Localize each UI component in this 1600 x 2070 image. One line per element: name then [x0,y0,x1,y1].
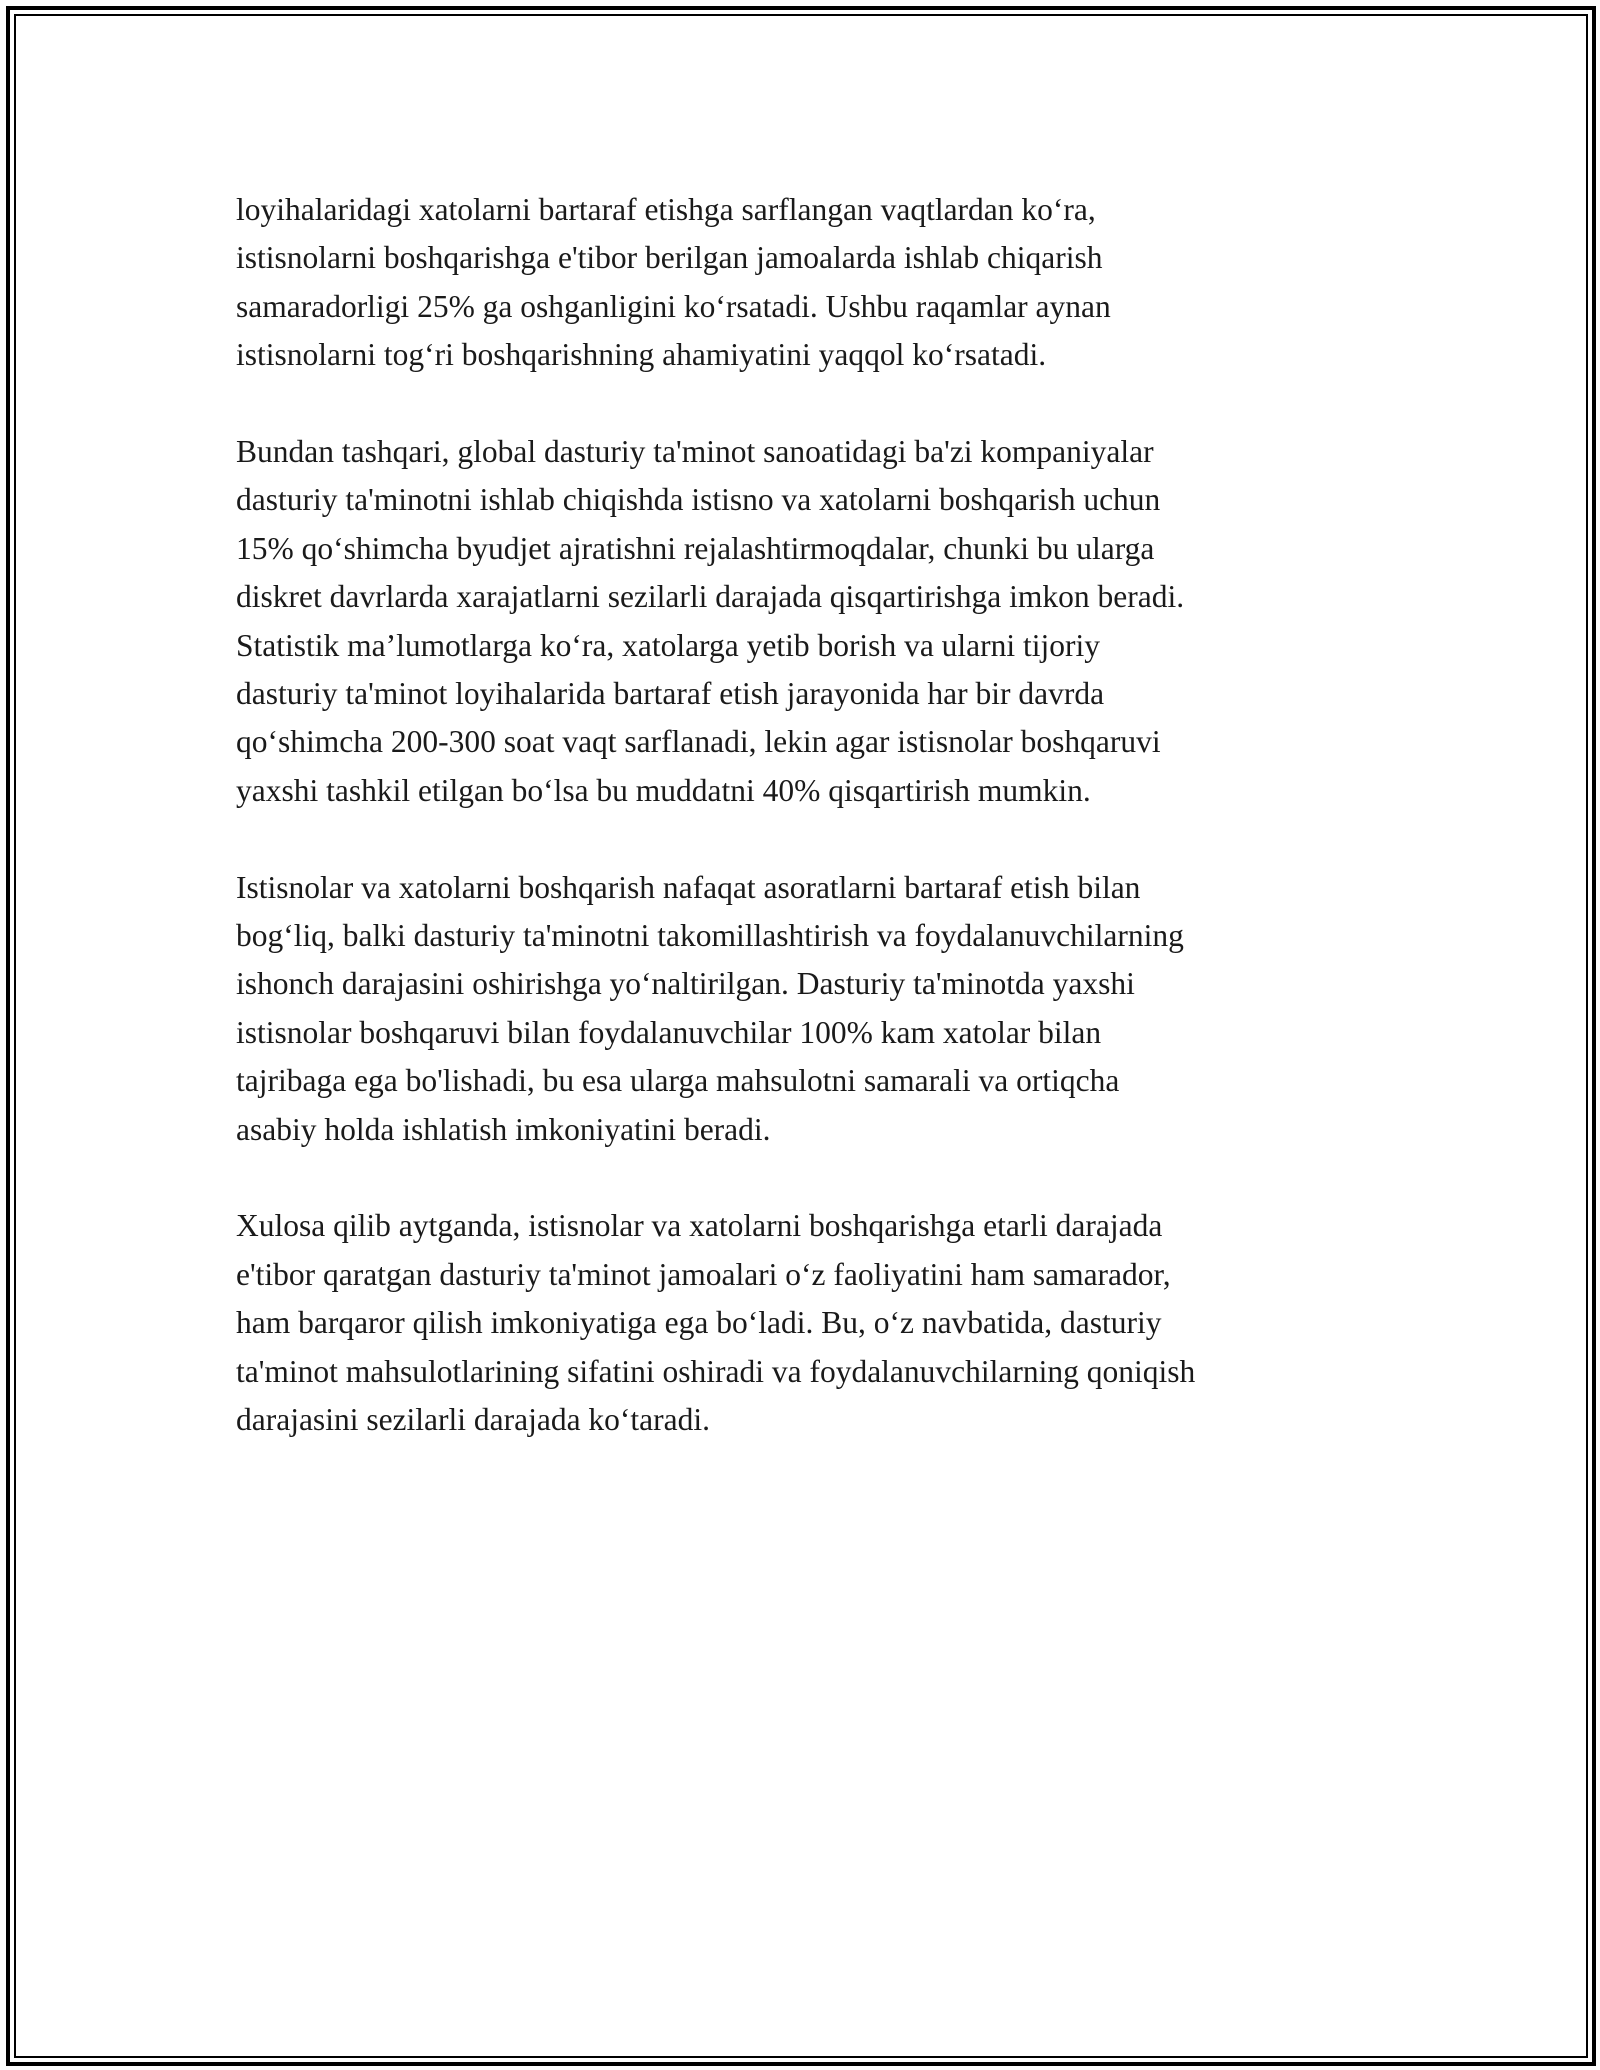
paragraph-3: Istisnolar va xatolarni boshqarish nafaqat asoratlarni bartaraf etish bilan bog‘liq, balki dasturiy ta'minotni takomillashtirish va foydalanuvchilarning ishonch darajasini oshirishga yo‘naltirilgan. Dasturiy ta'minotda yaxshi istisnolar boshqaruvi bilan foydalanuvchilar 100% kam xatolar bilan tajribaga ega bo'lishadi, bu esa ularga mahsulotni samarali va ortiqcha asabiy holda ishlatish imkoniyatini beradi. [236,869,1184,1147]
paragraph-4: Xulosa qilib aytganda, istisnolar va xatolarni boshqarishga etarli darajada e'tibor qaratgan dasturiy ta'minot jamoalari o‘z faoliyatini ham samarador, ham barqaror qilish imkoniyatiga ega bo‘ladi. Bu, o‘z navbatida, dasturiy ta'minot mahsulotlarining sifatini oshiradi va foydalanuvchilarning qoniqish darajasini sezilarli darajada ko‘taradi. [236,1208,1196,1438]
paragraph-1: loyihalaridagi xatolarni bartaraf etishga sarflangan vaqtlardan ko‘ra, istisnolarni boshqarishga e'tibor berilgan jamoalarda ishlab chiqarish samaradorligi 25% ga oshganligini ko‘rsatadi. Ushbu raqamlar aynan istisnolarni tog‘ri boshqarishning ahamiyatini yaqqol ko‘rsatadi. [236,192,1111,373]
document-body [236,186,1366,1493]
paragraph-2: Bundan tashqari, global dasturiy ta'minot sanoatidagi ba'zi kompaniyalar dasturiy ta'minotni ishlab chiqishda istisno va xatolarni boshqarish uchun 15% qo‘shimcha byudjet ajratishni rejalashtirmoqdalar, chunki bu ularga diskret davrlarda xarajatlarni sezilarli darajada qisqartirishga imkon beradi. Statistik ma’lumotlarga ko‘ra, xatolarga yetib borish va ularni tijoriy dasturiy ta'minot loyihalarida bartaraf etish jarayonida har bir davrda qo‘shimcha 200-300 soat vaqt sarflanadi, lekin agar istisnolar boshqaruvi yaxshi tashkil etilgan bo‘lsa bu muddatni 40% qisqartirish mumkin. [236,434,1185,808]
